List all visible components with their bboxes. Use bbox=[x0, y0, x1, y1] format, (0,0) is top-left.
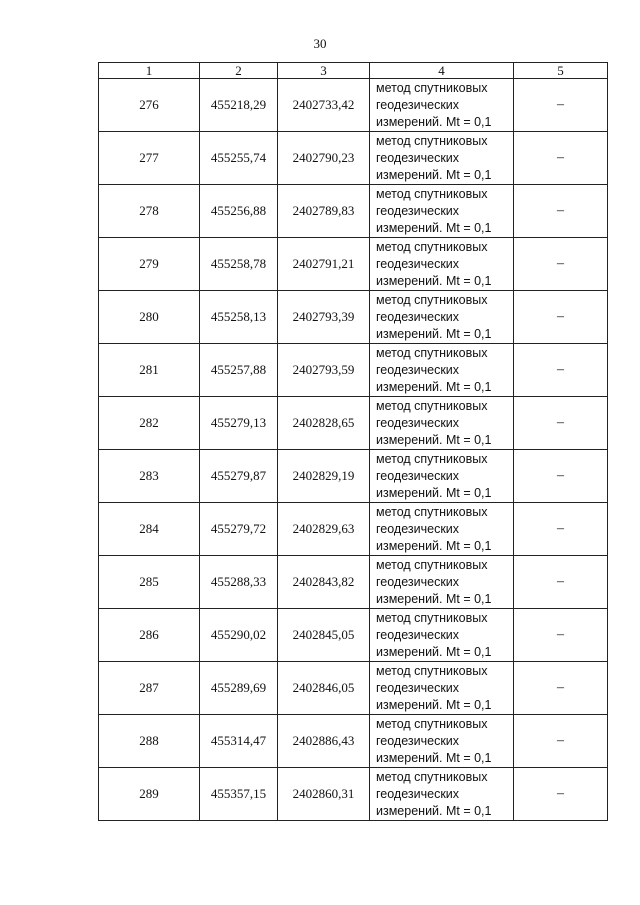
table-row bbox=[99, 79, 608, 132]
method-cell bbox=[370, 291, 514, 344]
note-cell: – bbox=[514, 132, 608, 185]
table-row bbox=[99, 238, 608, 291]
note-cell: – bbox=[514, 238, 608, 291]
note-cell: – bbox=[514, 662, 608, 715]
header-col-1: 1 bbox=[99, 63, 200, 79]
method-line: метод спутниковых bbox=[376, 504, 488, 519]
method-line: метод спутниковых bbox=[376, 663, 488, 678]
method-line: измерений. Mt = 0,1 bbox=[376, 167, 492, 182]
table-row bbox=[99, 662, 608, 715]
method-cell bbox=[370, 715, 514, 768]
method-line: измерений. Mt = 0,1 bbox=[376, 432, 492, 447]
coordinate-x-cell: 455314,47 bbox=[200, 715, 278, 768]
note-cell: – bbox=[514, 503, 608, 556]
method-line: метод спутниковых bbox=[376, 345, 488, 360]
coordinate-y-cell: 2402829,19 bbox=[278, 450, 370, 503]
coordinate-y-cell: 2402793,39 bbox=[278, 291, 370, 344]
method-cell bbox=[370, 79, 514, 132]
method-cell bbox=[370, 609, 514, 662]
table-body bbox=[99, 79, 608, 821]
point-number-cell: 281 bbox=[99, 344, 200, 397]
method-cell bbox=[370, 132, 514, 185]
method-line: измерений. Mt = 0,1 bbox=[376, 750, 492, 765]
table-header bbox=[99, 63, 608, 79]
note-cell: – bbox=[514, 79, 608, 132]
table-row bbox=[99, 715, 608, 768]
coordinate-y-cell: 2402886,43 bbox=[278, 715, 370, 768]
note-cell: – bbox=[514, 450, 608, 503]
method-line: метод спутниковых bbox=[376, 451, 488, 466]
table-row bbox=[99, 450, 608, 503]
method-line: измерений. Mt = 0,1 bbox=[376, 114, 492, 129]
coordinate-x-cell: 455279,72 bbox=[200, 503, 278, 556]
method-line: геодезических bbox=[376, 521, 460, 536]
method-line: метод спутниковых bbox=[376, 186, 488, 201]
method-line: геодезических bbox=[376, 203, 460, 218]
coordinate-y-cell: 2402789,83 bbox=[278, 185, 370, 238]
method-line: геодезических bbox=[376, 786, 460, 801]
point-number-cell: 287 bbox=[99, 662, 200, 715]
point-number-cell: 288 bbox=[99, 715, 200, 768]
coordinate-x-cell: 455255,74 bbox=[200, 132, 278, 185]
method-cell bbox=[370, 503, 514, 556]
header-row bbox=[99, 63, 608, 79]
method-line: геодезических bbox=[376, 415, 460, 430]
point-number-cell: 283 bbox=[99, 450, 200, 503]
coordinate-y-cell: 2402828,65 bbox=[278, 397, 370, 450]
method-cell bbox=[370, 662, 514, 715]
coordinate-y-cell: 2402843,82 bbox=[278, 556, 370, 609]
method-line: геодезических bbox=[376, 468, 460, 483]
method-line: метод спутниковых bbox=[376, 557, 488, 572]
coordinate-x-cell: 455218,29 bbox=[200, 79, 278, 132]
point-number-cell: 276 bbox=[99, 79, 200, 132]
method-line: измерений. Mt = 0,1 bbox=[376, 326, 492, 341]
note-cell: – bbox=[514, 291, 608, 344]
coordinate-y-cell: 2402733,42 bbox=[278, 79, 370, 132]
table-row bbox=[99, 503, 608, 556]
method-cell bbox=[370, 397, 514, 450]
table-row bbox=[99, 344, 608, 397]
note-cell: – bbox=[514, 715, 608, 768]
method-cell bbox=[370, 556, 514, 609]
method-cell bbox=[370, 450, 514, 503]
point-number-cell: 285 bbox=[99, 556, 200, 609]
method-line: измерений. Mt = 0,1 bbox=[376, 379, 492, 394]
method-line: метод спутниковых bbox=[376, 398, 488, 413]
coordinate-x-cell: 455357,15 bbox=[200, 768, 278, 821]
coordinate-y-cell: 2402790,23 bbox=[278, 132, 370, 185]
point-number-cell: 280 bbox=[99, 291, 200, 344]
point-number-cell: 277 bbox=[99, 132, 200, 185]
method-line: метод спутниковых bbox=[376, 769, 488, 784]
note-cell: – bbox=[514, 768, 608, 821]
method-line: измерений. Mt = 0,1 bbox=[376, 697, 492, 712]
method-cell bbox=[370, 768, 514, 821]
note-cell: – bbox=[514, 344, 608, 397]
coordinate-x-cell: 455288,33 bbox=[200, 556, 278, 609]
method-line: метод спутниковых bbox=[376, 716, 488, 731]
point-number-cell: 284 bbox=[99, 503, 200, 556]
method-line: геодезических bbox=[376, 574, 460, 589]
coordinate-x-cell: 455279,87 bbox=[200, 450, 278, 503]
table-row bbox=[99, 185, 608, 238]
method-line: геодезических bbox=[376, 150, 460, 165]
point-number-cell: 286 bbox=[99, 609, 200, 662]
point-number-cell: 289 bbox=[99, 768, 200, 821]
table-row bbox=[99, 609, 608, 662]
coordinate-x-cell: 455279,13 bbox=[200, 397, 278, 450]
coordinate-y-cell: 2402845,05 bbox=[278, 609, 370, 662]
coordinate-y-cell: 2402829,63 bbox=[278, 503, 370, 556]
method-line: геодезических bbox=[376, 680, 460, 695]
coordinates-table bbox=[98, 62, 608, 821]
header-col-4: 4 bbox=[370, 63, 514, 79]
method-line: геодезических bbox=[376, 733, 460, 748]
note-cell: – bbox=[514, 609, 608, 662]
point-number-cell: 279 bbox=[99, 238, 200, 291]
method-line: измерений. Mt = 0,1 bbox=[376, 591, 492, 606]
method-cell bbox=[370, 185, 514, 238]
point-number-cell: 282 bbox=[99, 397, 200, 450]
method-line: измерений. Mt = 0,1 bbox=[376, 220, 492, 235]
header-col-2: 2 bbox=[200, 63, 278, 79]
page-number: 30 bbox=[313, 36, 327, 51]
note-cell: – bbox=[514, 397, 608, 450]
note-cell: – bbox=[514, 185, 608, 238]
header-col-3: 3 bbox=[278, 63, 370, 79]
note-cell: – bbox=[514, 556, 608, 609]
header-col-5: 5 bbox=[514, 63, 608, 79]
table-row bbox=[99, 768, 608, 821]
method-line: метод спутниковых bbox=[376, 292, 488, 307]
coordinate-x-cell: 455289,69 bbox=[200, 662, 278, 715]
method-line: геодезических bbox=[376, 627, 460, 642]
method-line: измерений. Mt = 0,1 bbox=[376, 538, 492, 553]
method-line: геодезических bbox=[376, 256, 460, 271]
coordinate-x-cell: 455258,78 bbox=[200, 238, 278, 291]
method-line: измерений. Mt = 0,1 bbox=[376, 273, 492, 288]
table-row bbox=[99, 132, 608, 185]
coordinate-x-cell: 455258,13 bbox=[200, 291, 278, 344]
table-row bbox=[99, 556, 608, 609]
method-line: метод спутниковых bbox=[376, 610, 488, 625]
method-line: геодезических bbox=[376, 309, 460, 324]
method-line: метод спутниковых bbox=[376, 80, 488, 95]
coordinate-y-cell: 2402860,31 bbox=[278, 768, 370, 821]
point-number-cell: 278 bbox=[99, 185, 200, 238]
method-line: геодезических bbox=[376, 362, 460, 377]
method-line: измерений. Mt = 0,1 bbox=[376, 644, 492, 659]
coordinate-y-cell: 2402846,05 bbox=[278, 662, 370, 715]
coordinate-x-cell: 455257,88 bbox=[200, 344, 278, 397]
coordinate-x-cell: 455290,02 bbox=[200, 609, 278, 662]
method-line: геодезических bbox=[376, 97, 460, 112]
method-cell bbox=[370, 238, 514, 291]
method-line: измерений. Mt = 0,1 bbox=[376, 485, 492, 500]
method-cell bbox=[370, 344, 514, 397]
method-line: измерений. Mt = 0,1 bbox=[376, 803, 492, 818]
method-line: метод спутниковых bbox=[376, 133, 488, 148]
method-line: метод спутниковых bbox=[376, 239, 488, 254]
coordinate-y-cell: 2402793,59 bbox=[278, 344, 370, 397]
coordinate-x-cell: 455256,88 bbox=[200, 185, 278, 238]
table-row bbox=[99, 291, 608, 344]
coordinate-y-cell: 2402791,21 bbox=[278, 238, 370, 291]
table-row bbox=[99, 397, 608, 450]
